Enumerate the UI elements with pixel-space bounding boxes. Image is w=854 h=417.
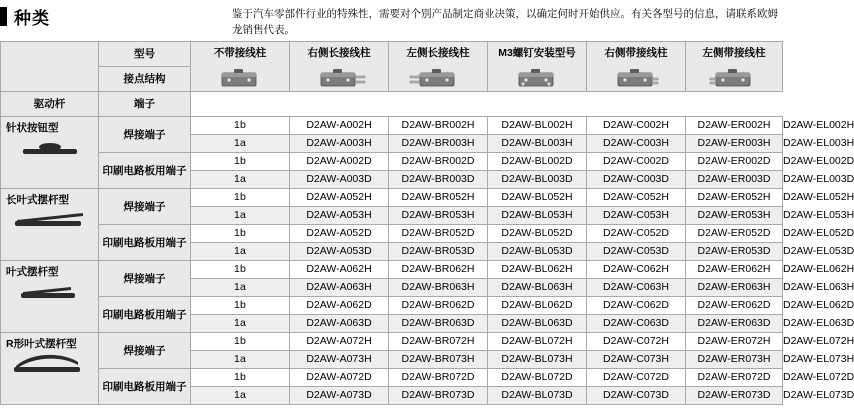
header-column-0 <box>191 41 290 91</box>
model-code-cell: D2AW-A003H <box>290 134 389 152</box>
model-code-cell: D2AW-C073D <box>587 386 686 404</box>
model-code-cell: D2AW-BL073H <box>488 350 587 368</box>
model-code-cell: D2AW-BL053H <box>488 206 587 224</box>
table-row: 印刷电路板用端子 1b D2AW-A062D D2AW-BR062D D2AW-BL062D D2AW-C062D D2AW-ER062D D2AW-EL062D <box>1 296 783 314</box>
model-code-cell: D2AW-BR003D <box>389 170 488 188</box>
model-code-cell: D2AW-BL003H <box>488 134 587 152</box>
model-code-cell: D2AW-BR073H <box>389 350 488 368</box>
switch-right-terminal-photo <box>589 63 683 89</box>
model-code-cell: D2AW-A063H <box>290 278 389 296</box>
terminal-cell-0-0: 焊接端子 <box>99 116 191 152</box>
model-code-cell: D2AW-BR062H <box>389 260 488 278</box>
contact-structure-cell: 1a <box>191 350 290 368</box>
model-code-cell: D2AW-A053H <box>290 206 389 224</box>
model-code-cell: D2AW-A052H <box>290 188 389 206</box>
header-column-label-5: 左侧带接线柱 <box>702 46 766 59</box>
model-code-cell: D2AW-BR053D <box>389 242 488 260</box>
model-code-cell: D2AW-BR063H <box>389 278 488 296</box>
header-column-4 <box>587 41 686 91</box>
terminal-cell-2-1: 印刷电路板用端子 <box>99 296 191 332</box>
contact-structure-cell: 1b <box>191 332 290 350</box>
terminal-cell-3-1: 印刷电路板用端子 <box>99 368 191 404</box>
model-code-cell: D2AW-BL052H <box>488 188 587 206</box>
model-code-cell: D2AW-ER002H <box>686 116 783 134</box>
table-row: 1a D2AW-A003H D2AW-BR003H D2AW-BL003H D2AW-C003H D2AW-ER003H D2AW-EL003H <box>1 134 783 152</box>
r-hinge-lever-icon <box>6 353 93 375</box>
header-column-label-3: M3螺钉安装型号 <box>498 46 576 59</box>
model-code-cell: D2AW-ER072H <box>686 332 783 350</box>
model-code-cell: D2AW-ER062D <box>686 296 783 314</box>
model-code-cell: D2AW-A003D <box>290 170 389 188</box>
contact-structure-cell: 1b <box>191 260 290 278</box>
model-code-cell: D2AW-ER003H <box>686 134 783 152</box>
model-code-cell: D2AW-A053D <box>290 242 389 260</box>
model-code-cell: D2AW-A072H <box>290 332 389 350</box>
model-code-cell: D2AW-A002D <box>290 152 389 170</box>
header-filler <box>191 91 783 116</box>
model-code-cell: D2AW-BL072D <box>488 368 587 386</box>
switch-left-terminal-photo <box>688 63 780 89</box>
model-code-cell: D2AW-C003D <box>587 170 686 188</box>
contact-structure-cell: 1a <box>191 242 290 260</box>
title-bar-decoration <box>0 7 7 26</box>
model-code-cell: D2AW-C003H <box>587 134 686 152</box>
actuator-name-2: 叶式摆杆型 <box>6 265 59 278</box>
header-column-label-4: 右侧带接线柱 <box>604 46 668 59</box>
contact-structure-cell: 1a <box>191 170 290 188</box>
model-code-cell: D2AW-BL002H <box>488 116 587 134</box>
model-code-cell: D2AW-ER063H <box>686 278 783 296</box>
model-code-cell: D2AW-BL002D <box>488 152 587 170</box>
model-code-cell: D2AW-ER063D <box>686 314 783 332</box>
table-row: 1a D2AW-A053H D2AW-BR053H D2AW-BL053H D2AW-C053H D2AW-ER053H D2AW-EL053H <box>1 206 783 224</box>
contact-structure-cell: 1a <box>191 278 290 296</box>
model-code-cell: D2AW-BR052H <box>389 188 488 206</box>
model-code-cell: D2AW-BL072H <box>488 332 587 350</box>
model-code-cell: D2AW-BR052D <box>389 224 488 242</box>
pin-plunger-icon <box>6 137 93 157</box>
model-code-cell: D2AW-C063D <box>587 314 686 332</box>
header-column-5 <box>686 41 783 91</box>
model-code-cell: D2AW-BL062D <box>488 296 587 314</box>
model-code-cell: D2AW-C052H <box>587 188 686 206</box>
contact-structure-cell: 1b <box>191 116 290 134</box>
table-row: 印刷电路板用端子 1b D2AW-A002D D2AW-BR002D D2AW-BL002D D2AW-C002D D2AW-ER002D D2AW-EL002D <box>1 152 783 170</box>
model-code-cell: D2AW-BR072H <box>389 332 488 350</box>
long-hinge-lever-icon <box>6 209 93 229</box>
terminal-cell-3-0: 焊接端子 <box>99 332 191 368</box>
model-code-cell: D2AW-BL063D <box>488 314 587 332</box>
model-code-cell: D2AW-ER002D <box>686 152 783 170</box>
model-code-cell: D2AW-C062H <box>587 260 686 278</box>
model-code-cell: D2AW-C072H <box>587 332 686 350</box>
actuator-name-0: 针状按钮型 <box>6 121 59 134</box>
actuator-cell-3 <box>1 332 99 404</box>
model-code-cell: D2AW-BL003D <box>488 170 587 188</box>
actuator-cell-0 <box>1 116 99 188</box>
model-code-cell: D2AW-BL073D <box>488 386 587 404</box>
header-column-2 <box>389 41 488 91</box>
model-code-cell: D2AW-ER053H <box>686 206 783 224</box>
table-row: 印刷电路板用端子 1b D2AW-A072D D2AW-BR072D D2AW-BL072D D2AW-C072D D2AW-ER072D D2AW-EL072D <box>1 368 783 386</box>
table-row: 1a D2AW-A073H D2AW-BR073H D2AW-BL073H D2AW-C073H D2AW-ER073H D2AW-EL073H <box>1 350 783 368</box>
table-row: 1a D2AW-A003D D2AW-BR003D D2AW-BL003D D2AW-C003D D2AW-ER003D D2AW-EL003D <box>1 170 783 188</box>
model-code-cell: D2AW-BR062D <box>389 296 488 314</box>
model-code-cell: D2AW-ER052D <box>686 224 783 242</box>
model-code-cell: D2AW-BL052D <box>488 224 587 242</box>
contact-structure-cell: 1a <box>191 386 290 404</box>
table-row: 印刷电路板用端子 1b D2AW-A052D D2AW-BR052D D2AW-BL052D D2AW-C052D D2AW-ER052D D2AW-EL052D <box>1 224 783 242</box>
table-row: 1a D2AW-A063D D2AW-BR063D D2AW-BL063D D2AW-C063D D2AW-ER063D D2AW-EL063D <box>1 314 783 332</box>
model-code-cell: D2AW-A062H <box>290 260 389 278</box>
contact-structure-cell: 1a <box>191 314 290 332</box>
table-row: 1a D2AW-A073D D2AW-BR073D D2AW-BL073D D2AW-C073D D2AW-ER073D D2AW-EL073D <box>1 386 783 404</box>
model-code-cell: D2AW-BL062H <box>488 260 587 278</box>
model-code-cell: D2AW-A062D <box>290 296 389 314</box>
contact-structure-cell: 1b <box>191 224 290 242</box>
model-code-cell: D2AW-ER003D <box>686 170 783 188</box>
model-code-cell: D2AW-ER072D <box>686 368 783 386</box>
table-row: 针状按钮型 焊接端子 1b D2AW-A002H D2AW-BR002H D2AW-BL002H D2AW-C002H D2AW-ER002H D2AW-EL002H <box>1 116 783 134</box>
switch-no-terminal-photo <box>193 63 287 89</box>
model-code-cell: D2AW-BR072D <box>389 368 488 386</box>
model-code-cell: D2AW-C073H <box>587 350 686 368</box>
model-code-cell: D2AW-C063H <box>587 278 686 296</box>
model-code-cell: D2AW-BL053D <box>488 242 587 260</box>
contact-structure-cell: 1b <box>191 368 290 386</box>
header-model-group: 型号 <box>99 41 191 66</box>
actuator-cell-1 <box>1 188 99 260</box>
terminal-cell-2-0: 焊接端子 <box>99 260 191 296</box>
header-column-label-2: 左侧长接线柱 <box>406 46 470 59</box>
hinge-lever-icon <box>6 281 93 301</box>
actuator-cell-2 <box>1 260 99 332</box>
model-code-cell: D2AW-C062D <box>587 296 686 314</box>
page-header <box>0 0 782 41</box>
model-code-cell: D2AW-A073D <box>290 386 389 404</box>
contact-structure-cell: 1b <box>191 296 290 314</box>
model-code-cell: D2AW-A073H <box>290 350 389 368</box>
switch-right-long-terminal-photo <box>292 63 386 89</box>
page-title-block <box>0 4 232 29</box>
model-code-cell: D2AW-ER062H <box>686 260 783 278</box>
table-row: 1a D2AW-A063H D2AW-BR063H D2AW-BL063H D2AW-C063H D2AW-ER063H D2AW-EL063H <box>1 278 783 296</box>
model-code-cell: D2AW-BR002H <box>389 116 488 134</box>
contact-structure-cell: 1a <box>191 206 290 224</box>
header-column-3 <box>488 41 587 91</box>
terminal-cell-1-1: 印刷电路板用端子 <box>99 224 191 260</box>
header-actuator-label: 驱动杆 <box>1 91 99 116</box>
model-code-cell: D2AW-BL063H <box>488 278 587 296</box>
model-code-cell: D2AW-ER052H <box>686 188 783 206</box>
header-contact-structure: 接点结构 <box>99 66 191 91</box>
table-row: 1a D2AW-A053D D2AW-BR053D D2AW-BL053D D2AW-C053D D2AW-ER053D D2AW-EL053D <box>1 242 783 260</box>
model-code-cell: D2AW-C002D <box>587 152 686 170</box>
model-code-cell: D2AW-ER053D <box>686 242 783 260</box>
model-code-cell: D2AW-C072D <box>587 368 686 386</box>
switch-m3-screw-mount-photo <box>490 63 584 89</box>
model-code-cell: D2AW-BR063D <box>389 314 488 332</box>
model-code-cell: D2AW-ER073H <box>686 350 783 368</box>
header-column-label-0: 不带接线柱 <box>213 46 267 59</box>
header-note: 鉴于汽车零部件行业的特殊性，需要对个别产品制定商业决策，以确定何时开始供应。有关各型号的信息，请联系欧姆龙销售代表。 <box>232 8 778 37</box>
table-row: 叶式摆杆型 焊接端子 1b D2AW-A062H D2AW-BR062H D2AW-BL062H D2AW-C062H D2AW-ER062H D2AW-EL062H <box>1 260 783 278</box>
header-actuator-blank <box>1 41 99 91</box>
model-code-cell: D2AW-A072D <box>290 368 389 386</box>
model-code-cell: D2AW-BR003H <box>389 134 488 152</box>
model-code-cell: D2AW-ER073D <box>686 386 783 404</box>
model-table <box>0 41 854 405</box>
model-code-cell: D2AW-C052D <box>587 224 686 242</box>
table-header-row-images <box>1 41 783 66</box>
model-code-cell: D2AW-A052D <box>290 224 389 242</box>
model-code-cell: D2AW-A002H <box>290 116 389 134</box>
model-code-cell: D2AW-C053H <box>587 206 686 224</box>
contact-structure-cell: 1b <box>191 152 290 170</box>
table-header-row-labels <box>1 91 783 116</box>
page-title: 种类 <box>14 9 50 28</box>
model-code-cell: D2AW-BR002D <box>389 152 488 170</box>
terminal-cell-0-1: 印刷电路板用端子 <box>99 152 191 188</box>
actuator-name-3: R形叶式摆杆型 <box>6 337 77 350</box>
model-code-cell: D2AW-A063D <box>290 314 389 332</box>
contact-structure-cell: 1b <box>191 188 290 206</box>
table-row: R形叶式摆杆型 焊接端子 1b D2AW-A072H D2AW-BR072H D2AW-BL072H D2AW-C072H D2AW-ER072H D2AW-EL072H <box>1 332 783 350</box>
model-code-cell: D2AW-C053D <box>587 242 686 260</box>
header-column-label-1: 右侧长接线柱 <box>307 46 371 59</box>
model-code-cell: D2AW-BR073D <box>389 386 488 404</box>
table-row: 长叶式摆杆型 焊接端子 1b D2AW-A052H D2AW-BR052H D2AW-BL052H D2AW-C052H D2AW-ER052H D2AW-EL052H <box>1 188 783 206</box>
actuator-name-1: 长叶式摆杆型 <box>6 193 69 206</box>
header-terminal-label: 端子 <box>99 91 191 116</box>
model-code-cell: D2AW-BR053H <box>389 206 488 224</box>
terminal-cell-1-0: 焊接端子 <box>99 188 191 224</box>
header-column-1 <box>290 41 389 91</box>
contact-structure-cell: 1a <box>191 134 290 152</box>
switch-left-long-terminal-photo <box>391 63 485 89</box>
model-code-cell: D2AW-C002H <box>587 116 686 134</box>
